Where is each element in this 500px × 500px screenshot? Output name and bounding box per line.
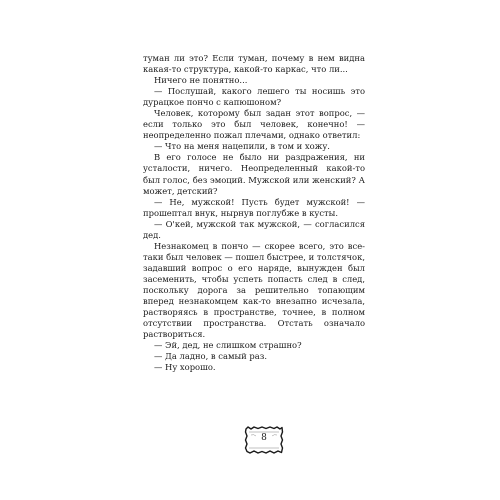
paragraph: — О'кей, мужской так мужской, — согласился дед.	[143, 218, 365, 240]
paragraph: — Не, мужской! Пусть будет мужской! — прошептал внук, нырнув поглубже в кусты.	[143, 196, 365, 218]
paragraph: — Да ладно, в самый раз.	[154, 351, 267, 362]
paragraph: В его голосе не было ни раздражения, ни усталости, ничего. Неопределенный какой-то был голос, без эмоций. Мужской или женский? А может, детский?	[143, 152, 365, 196]
paragraph: Человек, которому был задан этот вопрос, — если только это был человек, конечно! — неопределенно пожал плечами, однако ответил:	[143, 108, 365, 141]
paragraph: — Ну хорошо.	[154, 362, 216, 373]
paragraph: Ничего не понятно...	[154, 75, 248, 86]
paragraph: — Послушай, какого лешего ты носишь это дурацкое пончо с капюшоном?	[143, 86, 365, 108]
paragraph: Незнакомец в пончо — скорее всего, это все-таки был человек — пошел быстрее, и толстячок, задавший вопрос о его наряде, вынужден был засеменить, чтобы успеть попасть след в след, поскольку дорога за решительно топающим вперед незнакомцем как-то внезапно исчезала, растворяясь в пространстве, точнее, в полном отсутствии пространства. Отстать означало раствориться.	[143, 240, 365, 340]
paragraph: — Что на меня нацепили, в том и хожу.	[154, 141, 330, 152]
page-number: 8	[261, 433, 267, 443]
paragraph: туман ли это? Если туман, почему в нем видна какая-то структура, какой-то каркас, что ли...	[143, 53, 365, 75]
body-text	[143, 53, 365, 373]
page-number-emblem	[242, 424, 286, 456]
paragraph: — Эй, дед, не слишком страшно?	[154, 340, 302, 351]
